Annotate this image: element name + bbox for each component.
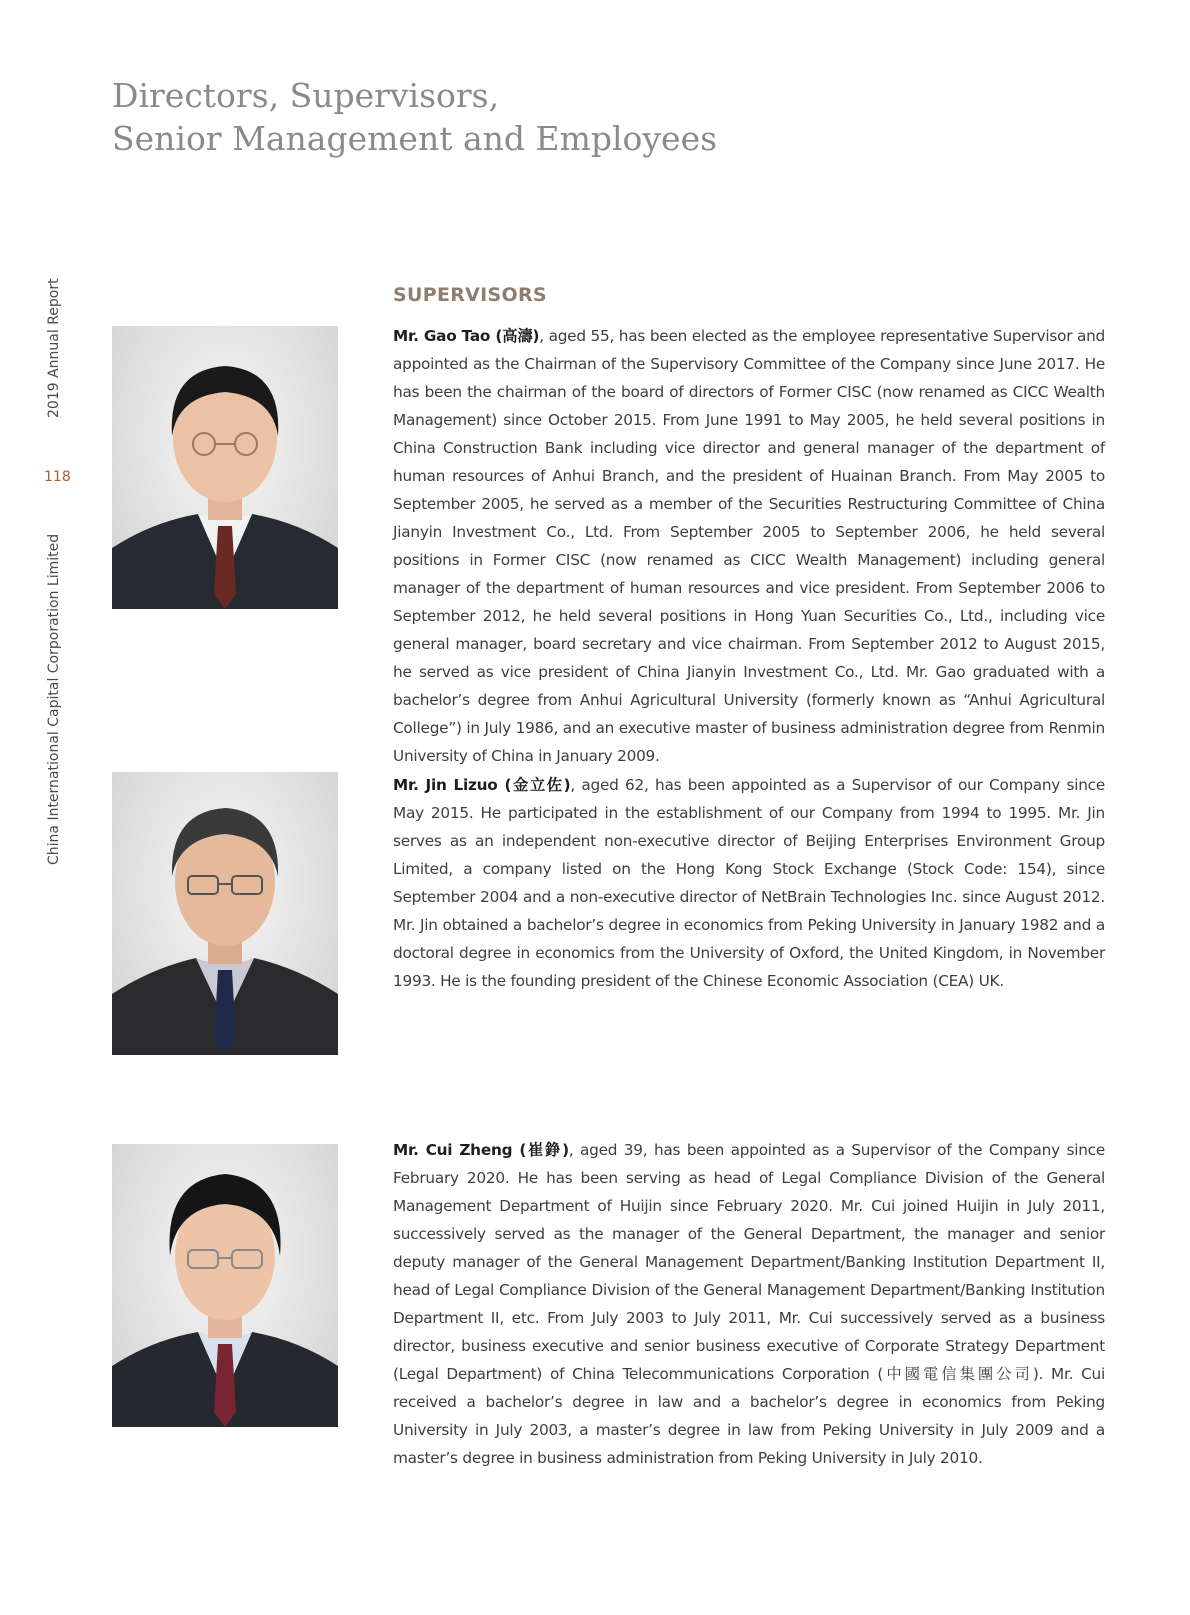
person-name: Mr. Jin Lizuo (金立佐) <box>393 776 571 794</box>
bio-cui-zheng <box>393 1136 1105 1472</box>
page-title-line-1: Directors, Supervisors, <box>112 76 500 115</box>
person-name: Mr. Cui Zheng (崔錚) <box>393 1141 569 1159</box>
page-title <box>112 74 812 160</box>
annual-report-label: 2019 Annual Report <box>46 278 62 418</box>
portrait-photo-cui-zheng <box>112 1144 338 1427</box>
page-title-line-2: Senior Management and Employees <box>112 119 718 158</box>
bio-text: , aged 62, has been appointed as a Supervisor of our Company since May 2015. He participated in the establishment of our Company from 1994 to 1995. Mr. Jin serves as an independent non-executive director of Beijing Enterprises Environment Group Limited, a company listed on the Hong Kong Stock Exchange (Stock Code: 154), since September 2004 and a non-executive director of NetBrain Technologies Inc. since August 2012. Mr. Jin obtained a bachelor’s degree in economics from Peking University in January 1982 and a doctoral degree in economics from the University of Oxford, the United Kingdom, in November 1993. He is the founding president of the Chinese Economic Association (CEA) UK. <box>393 776 1105 990</box>
page-number: 118 <box>44 469 71 485</box>
bio-text: , aged 55, has been elected as the employee representative Supervisor and appointed as the Chairman of the Supervisory Committee of the Company since June 2017. He has been the chairman of the board of directors of Former CISC (now renamed as CICC Wealth Management) since October 2015. From June 1991 to May 2005, he held several positions in China Construction Bank including vice director and general manager of the department of human resources of Anhui Branch, and the president of Huainan Branch. From May 2005 to September 2005, he served as a member of the Securities Restructuring Committee of China Jianyin Investment Co., Ltd. From September 2005 to September 2006, he held several positions in Former CISC (now renamed as CICC Wealth Management) including general manager of the department of human resources and vice president. From September 2006 to September 2012, he held several positions in Hong Yuan Securities Co., Ltd., including vice general manager, board secretary and vice chairman. From September 2012 to August 2015, he served as vice president of China Jianyin Investment Co., Ltd. Mr. Gao graduated with a bachelor’s degree from Anhui Agricultural University (formerly known as “Anhui Agricultural College”) in July 1986, and an executive master of business administration degree from Renmin University of China in January 2009. <box>393 327 1105 765</box>
person-name: Mr. Gao Tao (高濤) <box>393 327 540 345</box>
portrait-photo-gao-tao <box>112 326 338 609</box>
company-name-label: China International Capital Corporation Limited <box>46 533 62 865</box>
section-heading: SUPERVISORS <box>393 284 547 306</box>
portrait-photo-jin-lizuo <box>112 772 338 1055</box>
bio-text: , aged 39, has been appointed as a Supervisor of the Company since February 2020. He has been serving as head of Legal Compliance Division of the General Management Department of Huijin since February 2020. Mr. Cui joined Huijin in July 2011, successively served as the manager of the General Department, the manager and senior deputy manager of the General Management Department/Banking Institution Department II, head of Legal Compliance Division of the General Management Department/Banking Institution Department II, etc. From July 2003 to July 2011, Mr. Cui successively served as a business director, business executive and senior business executive of Corporate Strategy Department (Legal Department) of China Telecommunications Corporation (中國電信集團公司). Mr. Cui received a bachelor’s degree in law and a bachelor’s degree in economics from Peking University in July 2003, a master’s degree in law from Peking University in July 2009 and a master’s degree in business administration from Peking University in July 2010. <box>393 1141 1105 1467</box>
bio-gao-tao <box>393 322 1105 770</box>
bio-jin-lizuo <box>393 771 1105 995</box>
